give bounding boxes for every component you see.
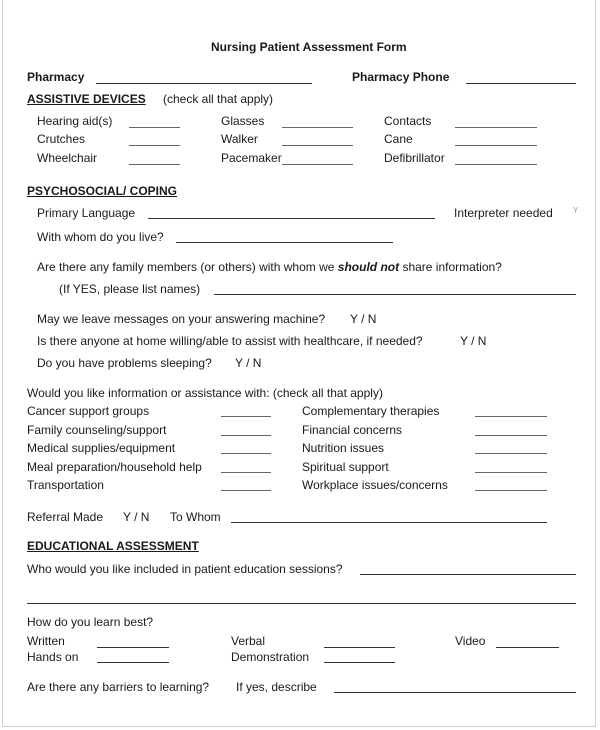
- method-field[interactable]: [97, 662, 169, 663]
- assistance-field[interactable]: [221, 416, 271, 417]
- assistance-label: Medical supplies/equipment: [27, 441, 176, 455]
- device-field[interactable]: [129, 145, 180, 146]
- family-question: Are there any family members (or others) with whom we should not share information?: [37, 260, 502, 274]
- device-field[interactable]: [455, 127, 537, 128]
- assistance-field[interactable]: [221, 490, 271, 491]
- live-with-label: With whom do you live?: [37, 230, 164, 244]
- pharmacy-phone-label: Pharmacy Phone: [352, 70, 450, 84]
- method-field[interactable]: [324, 647, 395, 648]
- messages-yn[interactable]: Y / N: [350, 312, 377, 326]
- device-field[interactable]: [129, 164, 180, 165]
- device-field[interactable]: [455, 145, 537, 146]
- assistance-field[interactable]: [221, 453, 271, 454]
- primary-language-label: Primary Language: [37, 206, 136, 220]
- device-label: Glasses: [221, 114, 265, 128]
- device-label: Hearing aid(s): [37, 114, 113, 128]
- assistance-label: Spiritual support: [302, 460, 389, 474]
- assistance-label: Financial concerns: [302, 423, 403, 437]
- assistance-field[interactable]: [475, 416, 547, 417]
- referral-yn[interactable]: Y / N: [123, 510, 150, 524]
- pharmacy-field[interactable]: [96, 83, 312, 84]
- method-field[interactable]: [496, 647, 559, 648]
- device-label: Defibrillator: [384, 151, 445, 165]
- method-label: Hands on: [27, 650, 79, 664]
- assistance-label: Complementary therapies: [302, 404, 440, 418]
- education-heading: EDUCATIONAL ASSESSMENT: [27, 539, 199, 553]
- assistance-label: Transportation: [27, 478, 104, 492]
- to-whom-field[interactable]: [231, 522, 547, 523]
- assist-yn[interactable]: Y / N: [460, 334, 487, 348]
- method-label: Written: [27, 634, 65, 648]
- method-field[interactable]: [324, 662, 395, 663]
- method-label: Demonstration: [231, 650, 310, 664]
- device-field[interactable]: [455, 164, 537, 165]
- assist-question: Is there anyone at home willing/able to assist with healthcare, if needed?: [37, 334, 423, 348]
- device-field[interactable]: [282, 127, 353, 128]
- describe-label: If yes, describe: [236, 680, 317, 694]
- interpreter-yn-cut: Y: [573, 206, 579, 215]
- primary-language-field[interactable]: [148, 218, 435, 219]
- device-label: Wheelchair: [37, 151, 98, 165]
- who-included-field[interactable]: [360, 574, 576, 575]
- interpreter-label: Interpreter needed: [454, 206, 553, 220]
- method-label: Video: [455, 634, 486, 648]
- messages-question: May we leave messages on your answering machine?: [37, 312, 326, 326]
- assistive-devices-note: (check all that apply): [163, 92, 274, 106]
- assistance-label: Family counseling/support: [27, 423, 167, 437]
- pharmacy-phone-field[interactable]: [466, 83, 576, 84]
- if-yes-label: (If YES, please list names): [59, 282, 201, 296]
- live-with-field[interactable]: [176, 242, 393, 243]
- device-label: Walker: [221, 132, 258, 146]
- assistance-field[interactable]: [475, 453, 547, 454]
- assistance-label: Cancer support groups: [27, 404, 150, 418]
- device-label: Contacts: [384, 114, 432, 128]
- who-included-field-2[interactable]: [27, 603, 576, 604]
- device-field[interactable]: [282, 164, 353, 165]
- device-label: Pacemaker: [221, 151, 282, 165]
- sleep-yn[interactable]: Y / N: [235, 356, 262, 370]
- referral-label: Referral Made: [27, 510, 104, 524]
- device-field[interactable]: [129, 127, 180, 128]
- pharmacy-label: Pharmacy: [27, 70, 85, 84]
- names-field[interactable]: [214, 294, 576, 295]
- sleep-question: Do you have problems sleeping?: [37, 356, 212, 370]
- assistance-label: Workplace issues/concerns: [302, 478, 448, 492]
- device-label: Crutches: [37, 132, 86, 146]
- assistance-label: Meal preparation/household help: [27, 460, 202, 474]
- assistance-field[interactable]: [475, 472, 547, 473]
- assistance-field[interactable]: [475, 435, 547, 436]
- learn-best-question: How do you learn best?: [27, 615, 154, 629]
- method-field[interactable]: [97, 647, 169, 648]
- barriers-field[interactable]: [334, 692, 576, 693]
- form-title: Nursing Patient Assessment Form: [211, 40, 407, 54]
- assistance-field[interactable]: [475, 490, 547, 491]
- who-included-question: Who would you like included in patient education sessions?: [27, 562, 343, 576]
- method-label: Verbal: [231, 634, 266, 648]
- assistance-field[interactable]: [221, 435, 271, 436]
- assistance-intro: Would you like information or assistance with: (check all that apply): [27, 386, 383, 400]
- psychosocial-heading: PSYCHOSOCIAL/ COPING: [27, 184, 178, 198]
- assistance-field[interactable]: [221, 472, 271, 473]
- device-field[interactable]: [282, 145, 353, 146]
- assistive-devices-heading: ASSISTIVE DEVICES: [27, 92, 146, 106]
- to-whom-label: To Whom: [170, 510, 221, 524]
- assistance-label: Nutrition issues: [302, 441, 385, 455]
- barriers-question: Are there any barriers to learning?: [27, 680, 210, 694]
- device-label: Cane: [384, 132, 413, 146]
